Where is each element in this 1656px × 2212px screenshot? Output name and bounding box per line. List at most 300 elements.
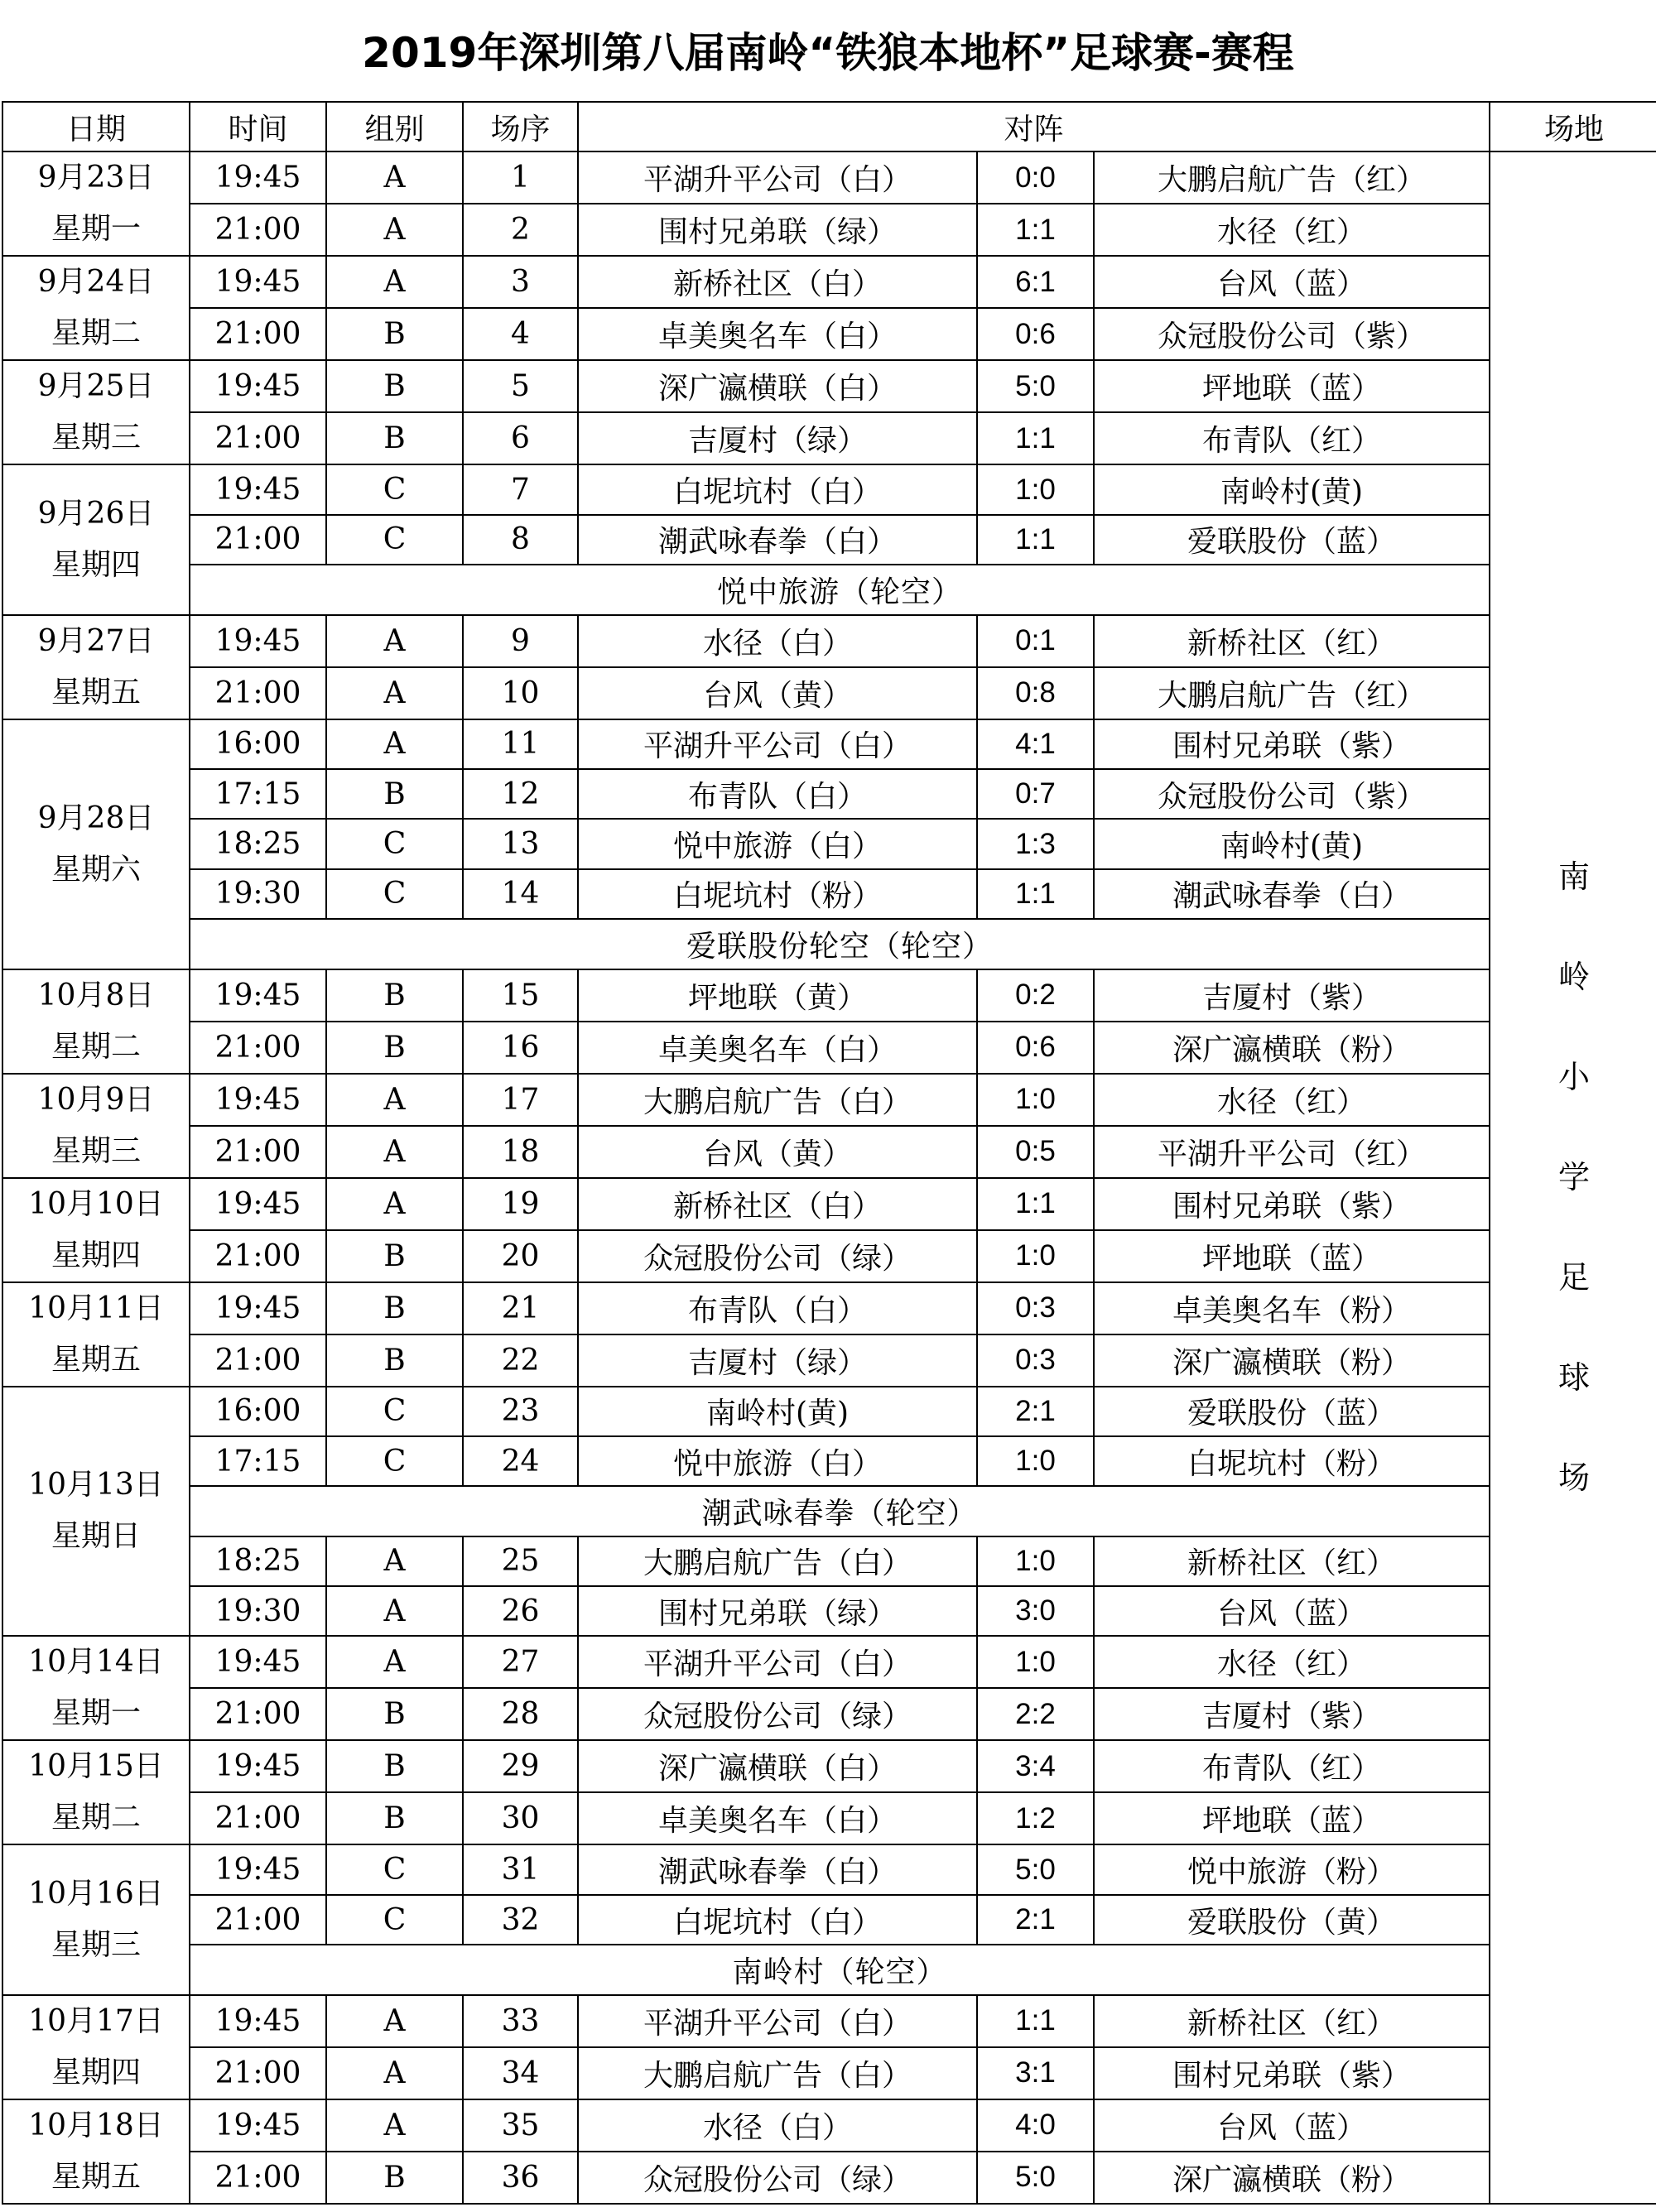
away-team: 众冠股份公司（紫）	[1094, 308, 1490, 360]
away-team: 悦中旅游（粉）	[1094, 1844, 1490, 1894]
match-number: 31	[463, 1844, 578, 1894]
date-cell	[2, 151, 190, 256]
home-team: 卓美奥名车（白）	[578, 1792, 977, 1844]
match-date: 9月28日	[37, 801, 155, 835]
match-row	[2, 1334, 1656, 1387]
group-label: B	[326, 1792, 463, 1844]
away-team: 南岭村(黄)	[1094, 464, 1490, 514]
home-team: 白坭坑村（白）	[578, 464, 977, 514]
match-date: 10月17日	[28, 2003, 164, 2038]
match-row	[2, 1636, 1656, 1688]
group-label: C	[326, 1895, 463, 1945]
match-score: 1:0	[977, 1074, 1094, 1126]
home-team: 卓美奥名车（白）	[578, 1022, 977, 1074]
match-number: 19	[463, 1178, 578, 1230]
match-number: 10	[463, 667, 578, 719]
match-number: 2	[463, 204, 578, 256]
match-score: 1:1	[977, 1178, 1094, 1230]
match-score: 2:1	[977, 1895, 1094, 1945]
match-score: 1:0	[977, 1636, 1094, 1688]
group-label: A	[326, 151, 463, 204]
bye-row	[2, 919, 1656, 969]
match-score: 3:0	[977, 1586, 1094, 1636]
home-team: 水径（白）	[578, 615, 977, 667]
match-number: 36	[463, 2152, 578, 2204]
home-team: 潮武咏春拳（白）	[578, 515, 977, 565]
away-team: 布青队（红）	[1094, 412, 1490, 464]
match-date: 10月9日	[37, 1082, 155, 1117]
away-team: 南岭村(黄)	[1094, 819, 1490, 868]
away-team: 大鹏启航广告（红）	[1094, 667, 1490, 719]
home-team: 众冠股份公司（绿）	[578, 2152, 977, 2204]
match-row	[2, 256, 1656, 308]
away-team: 大鹏启航广告（红）	[1094, 151, 1490, 204]
group-label: A	[326, 256, 463, 308]
match-score: 1:0	[977, 1230, 1094, 1282]
match-number: 32	[463, 1895, 578, 1945]
header-time: 时间	[190, 102, 326, 151]
match-score: 0:3	[977, 1282, 1094, 1334]
kickoff-time: 21:00	[190, 204, 326, 256]
home-team: 卓美奥名车（白）	[578, 308, 977, 360]
kickoff-time: 18:25	[190, 819, 326, 868]
match-weekday: 星期一	[51, 1696, 141, 1731]
header-venue: 场地	[1490, 102, 1656, 151]
home-team: 大鹏启航广告（白）	[578, 2047, 977, 2099]
away-team: 坪地联（蓝）	[1094, 1792, 1490, 1844]
match-number: 30	[463, 1792, 578, 1844]
group-label: B	[326, 969, 463, 1022]
match-row	[2, 1282, 1656, 1334]
home-team: 潮武咏春拳（白）	[578, 1844, 977, 1894]
match-score: 3:4	[977, 1740, 1094, 1792]
group-label: B	[326, 769, 463, 819]
home-team: 深广瀛横联（白）	[578, 360, 977, 412]
home-team: 台风（黄）	[578, 1126, 977, 1178]
match-weekday: 星期五	[51, 675, 141, 709]
header-date: 日期	[2, 102, 190, 151]
match-number: 22	[463, 1334, 578, 1387]
match-number: 34	[463, 2047, 578, 2099]
match-row	[2, 1126, 1656, 1178]
bye-row	[2, 565, 1656, 614]
group-label: C	[326, 1844, 463, 1894]
match-number: 23	[463, 1387, 578, 1436]
match-row	[2, 1792, 1656, 1844]
home-team: 大鹏启航广告（白）	[578, 1536, 977, 1586]
kickoff-time: 19:45	[190, 256, 326, 308]
date-cell	[2, 360, 190, 464]
home-team: 白坭坑村（粉）	[578, 869, 977, 919]
kickoff-time: 21:00	[190, 1022, 326, 1074]
away-team: 台风（蓝）	[1094, 1586, 1490, 1636]
kickoff-time: 21:00	[190, 1895, 326, 1945]
match-number: 4	[463, 308, 578, 360]
match-row	[2, 360, 1656, 412]
home-team: 吉厦村（绿）	[578, 412, 977, 464]
group-label: C	[326, 515, 463, 565]
date-cell	[2, 2099, 190, 2204]
kickoff-time: 18:25	[190, 1536, 326, 1586]
group-label: C	[326, 819, 463, 868]
home-team: 白坭坑村（白）	[578, 1895, 977, 1945]
match-score: 0:3	[977, 1334, 1094, 1387]
group-label: A	[326, 1178, 463, 1230]
match-row	[2, 1536, 1656, 1586]
match-number: 20	[463, 1230, 578, 1282]
date-cell	[2, 256, 190, 360]
match-number: 8	[463, 515, 578, 565]
kickoff-time: 21:00	[190, 1334, 326, 1387]
match-weekday: 星期二	[51, 1029, 141, 1064]
match-score: 1:1	[977, 204, 1094, 256]
kickoff-time: 19:45	[190, 464, 326, 514]
match-weekday: 星期四	[51, 2055, 141, 2089]
home-team: 水径（白）	[578, 2099, 977, 2152]
venue-char: 岭	[1557, 959, 1590, 996]
venue-char: 足	[1557, 1259, 1590, 1296]
bye-row	[2, 1945, 1656, 1994]
home-team: 围村兄弟联（绿）	[578, 1586, 977, 1636]
date-cell	[2, 1074, 190, 1178]
away-team: 爱联股份（蓝）	[1094, 1387, 1490, 1436]
match-number: 16	[463, 1022, 578, 1074]
group-label: B	[326, 1334, 463, 1387]
match-score: 1:0	[977, 1536, 1094, 1586]
away-team: 白坭坑村（粉）	[1094, 1436, 1490, 1486]
group-label: A	[326, 2047, 463, 2099]
kickoff-time: 21:00	[190, 2047, 326, 2099]
kickoff-time: 16:00	[190, 1387, 326, 1436]
kickoff-time: 21:00	[190, 1792, 326, 1844]
match-row	[2, 1022, 1656, 1074]
bye-team: 悦中旅游（轮空）	[190, 565, 1490, 614]
date-cell	[2, 464, 190, 614]
match-weekday: 星期日	[51, 1519, 141, 1554]
match-score: 1:1	[977, 412, 1094, 464]
group-label: A	[326, 1995, 463, 2047]
kickoff-time: 19:45	[190, 1636, 326, 1688]
match-number: 29	[463, 1740, 578, 1792]
match-weekday: 星期三	[51, 421, 141, 455]
group-label: B	[326, 1230, 463, 1282]
match-weekday: 星期五	[51, 1342, 141, 1377]
kickoff-time: 21:00	[190, 2152, 326, 2204]
match-score: 0:0	[977, 151, 1094, 204]
home-team: 新桥社区（白）	[578, 1178, 977, 1230]
match-date: 10月18日	[28, 2108, 164, 2142]
kickoff-time: 19:30	[190, 1586, 326, 1636]
match-row	[2, 819, 1656, 868]
match-weekday: 星期六	[51, 852, 141, 887]
venue-char: 球	[1557, 1359, 1590, 1397]
group-label: A	[326, 667, 463, 719]
away-team: 水径（红）	[1094, 1636, 1490, 1688]
away-team: 爱联股份（黄）	[1094, 1895, 1490, 1945]
home-team: 布青队（白）	[578, 1282, 977, 1334]
group-label: B	[326, 360, 463, 412]
match-score: 0:8	[977, 667, 1094, 719]
date-cell	[2, 1178, 190, 1282]
match-score: 0:2	[977, 969, 1094, 1022]
match-number: 21	[463, 1282, 578, 1334]
group-label: B	[326, 1022, 463, 1074]
away-team: 深广瀛横联（粉）	[1094, 2152, 1490, 2204]
match-date: 9月23日	[37, 161, 155, 195]
match-number: 11	[463, 719, 578, 769]
away-team: 坪地联（蓝）	[1094, 360, 1490, 412]
match-row	[2, 1586, 1656, 1636]
home-team: 悦中旅游（白）	[578, 819, 977, 868]
kickoff-time: 19:45	[190, 1740, 326, 1792]
match-date: 10月11日	[28, 1291, 164, 1325]
match-score: 4:0	[977, 2099, 1094, 2152]
match-row	[2, 969, 1656, 1022]
match-number: 24	[463, 1436, 578, 1486]
away-team: 众冠股份公司（紫）	[1094, 769, 1490, 819]
group-label: A	[326, 204, 463, 256]
match-row	[2, 769, 1656, 819]
kickoff-time: 19:45	[190, 615, 326, 667]
kickoff-time: 21:00	[190, 667, 326, 719]
match-date: 9月26日	[37, 496, 155, 531]
match-row	[2, 2152, 1656, 2204]
group-label: B	[326, 2152, 463, 2204]
match-number: 6	[463, 412, 578, 464]
group-label: A	[326, 2099, 463, 2152]
date-cell	[2, 1636, 190, 1740]
home-team: 新桥社区（白）	[578, 256, 977, 308]
match-number: 33	[463, 1995, 578, 2047]
match-score: 5:0	[977, 2152, 1094, 2204]
match-date: 10月10日	[28, 1186, 164, 1221]
kickoff-time: 19:45	[190, 151, 326, 204]
home-team: 台风（黄）	[578, 667, 977, 719]
group-label: A	[326, 1636, 463, 1688]
match-number: 18	[463, 1126, 578, 1178]
away-team: 新桥社区（红）	[1094, 1995, 1490, 2047]
date-cell	[2, 1844, 190, 1994]
match-weekday: 星期四	[51, 547, 141, 582]
group-label: A	[326, 719, 463, 769]
away-team: 潮武咏春拳（白）	[1094, 869, 1490, 919]
match-score: 2:2	[977, 1688, 1094, 1740]
home-team: 平湖升平公司（白）	[578, 1995, 977, 2047]
home-team: 平湖升平公司（白）	[578, 1636, 977, 1688]
match-score: 0:5	[977, 1126, 1094, 1178]
date-cell	[2, 969, 190, 1074]
kickoff-time: 16:00	[190, 719, 326, 769]
away-team: 深广瀛横联（粉）	[1094, 1022, 1490, 1074]
match-row	[2, 1740, 1656, 1792]
match-row	[2, 1844, 1656, 1894]
venue-char: 学	[1557, 1159, 1590, 1196]
away-team: 吉厦村（紫）	[1094, 969, 1490, 1022]
group-label: A	[326, 1126, 463, 1178]
home-team: 悦中旅游（白）	[578, 1436, 977, 1486]
away-team: 深广瀛横联（粉）	[1094, 1334, 1490, 1387]
match-date: 10月14日	[28, 1645, 164, 1680]
page-title: 2019年深圳第八届南岭“铁狼本地杯”足球赛-赛程	[362, 29, 1294, 77]
venue-char: 小	[1557, 1059, 1590, 1096]
match-number: 5	[463, 360, 578, 412]
match-weekday: 星期三	[51, 1133, 141, 1168]
venue-char: 南	[1557, 858, 1590, 896]
date-cell	[2, 615, 190, 719]
away-team: 吉厦村（紫）	[1094, 1688, 1490, 1740]
group-label: A	[326, 1586, 463, 1636]
home-team: 吉厦村（绿）	[578, 1334, 977, 1387]
group-label: B	[326, 308, 463, 360]
match-date: 10月8日	[37, 978, 155, 1012]
away-team: 坪地联（蓝）	[1094, 1230, 1490, 1282]
bye-row	[2, 1486, 1656, 1536]
group-label: A	[326, 1074, 463, 1126]
match-date: 10月13日	[28, 1468, 164, 1503]
kickoff-time: 21:00	[190, 1126, 326, 1178]
away-team: 台风（蓝）	[1094, 2099, 1490, 2152]
match-score: 0:6	[977, 308, 1094, 360]
match-number: 1	[463, 151, 578, 204]
venue-char: 场	[1557, 1459, 1590, 1497]
kickoff-time: 21:00	[190, 308, 326, 360]
match-weekday: 星期二	[51, 316, 141, 351]
match-row	[2, 1436, 1656, 1486]
kickoff-time: 19:30	[190, 869, 326, 919]
match-row	[2, 1230, 1656, 1282]
match-weekday: 星期二	[51, 1801, 141, 1835]
match-row	[2, 667, 1656, 719]
match-row	[2, 515, 1656, 565]
match-number: 26	[463, 1586, 578, 1636]
home-team: 布青队（白）	[578, 769, 977, 819]
match-row	[2, 2047, 1656, 2099]
match-number: 15	[463, 969, 578, 1022]
venue-cell	[1490, 151, 1656, 2203]
match-number: 35	[463, 2099, 578, 2152]
home-team: 南岭村(黄)	[578, 1387, 977, 1436]
away-team: 水径（红）	[1094, 204, 1490, 256]
away-team: 围村兄弟联（紫）	[1094, 2047, 1490, 2099]
match-row	[2, 1387, 1656, 1436]
match-score: 1:1	[977, 1995, 1094, 2047]
match-row	[2, 308, 1656, 360]
away-team: 围村兄弟联（紫）	[1094, 719, 1490, 769]
home-team: 平湖升平公司（白）	[578, 719, 977, 769]
away-team: 卓美奥名车（粉）	[1094, 1282, 1490, 1334]
away-team: 水径（红）	[1094, 1074, 1490, 1126]
away-team: 围村兄弟联（紫）	[1094, 1178, 1490, 1230]
match-number: 7	[463, 464, 578, 514]
away-team: 布青队（红）	[1094, 1740, 1490, 1792]
home-team: 大鹏启航广告（白）	[578, 1074, 977, 1126]
match-score: 6:1	[977, 256, 1094, 308]
kickoff-time: 19:45	[190, 360, 326, 412]
match-row	[2, 1895, 1656, 1945]
home-team: 平湖升平公司（白）	[578, 151, 977, 204]
match-row	[2, 464, 1656, 514]
match-row	[2, 869, 1656, 919]
match-score: 0:7	[977, 769, 1094, 819]
match-score: 5:0	[977, 1844, 1094, 1894]
match-score: 1:2	[977, 1792, 1094, 1844]
header-match: 对阵	[578, 102, 1490, 151]
match-row	[2, 1995, 1656, 2047]
bye-team: 潮武咏春拳（轮空）	[190, 1486, 1490, 1536]
match-number: 9	[463, 615, 578, 667]
schedule-body	[2, 151, 1656, 2203]
header-group: 组别	[326, 102, 463, 151]
group-label: B	[326, 412, 463, 464]
away-team: 台风（蓝）	[1094, 256, 1490, 308]
match-score: 0:6	[977, 1022, 1094, 1074]
away-team: 爱联股份（蓝）	[1094, 515, 1490, 565]
date-cell	[2, 1740, 190, 1844]
header-row	[2, 102, 1656, 151]
home-team: 众冠股份公司（绿）	[578, 1230, 977, 1282]
match-weekday: 星期五	[51, 2159, 141, 2194]
away-team: 平湖升平公司（红）	[1094, 1126, 1490, 1178]
match-weekday: 星期四	[51, 1238, 141, 1272]
match-row	[2, 151, 1656, 204]
schedule-table	[2, 101, 1656, 2205]
match-number: 27	[463, 1636, 578, 1688]
match-row	[2, 615, 1656, 667]
match-score: 1:0	[977, 1436, 1094, 1486]
kickoff-time: 21:00	[190, 412, 326, 464]
match-row	[2, 1178, 1656, 1230]
match-score: 3:1	[977, 2047, 1094, 2099]
group-label: A	[326, 1536, 463, 1586]
match-row	[2, 412, 1656, 464]
kickoff-time: 17:15	[190, 769, 326, 819]
date-cell	[2, 1995, 190, 2099]
home-team: 深广瀛横联（白）	[578, 1740, 977, 1792]
kickoff-time: 19:45	[190, 1178, 326, 1230]
group-label: B	[326, 1740, 463, 1792]
match-date: 9月24日	[37, 265, 155, 300]
away-team: 新桥社区（红）	[1094, 615, 1490, 667]
match-score: 1:3	[977, 819, 1094, 868]
match-score: 2:1	[977, 1387, 1094, 1436]
date-cell	[2, 1282, 190, 1387]
kickoff-time: 19:45	[190, 2099, 326, 2152]
match-number: 3	[463, 256, 578, 308]
match-score: 0:1	[977, 615, 1094, 667]
match-date: 10月15日	[28, 1749, 164, 1784]
kickoff-time: 19:45	[190, 1282, 326, 1334]
header-order: 场序	[463, 102, 578, 151]
kickoff-time: 21:00	[190, 1688, 326, 1740]
match-date: 10月16日	[28, 1877, 164, 1911]
match-number: 13	[463, 819, 578, 868]
home-team: 众冠股份公司（绿）	[578, 1688, 977, 1740]
match-weekday: 星期三	[51, 1928, 141, 1963]
match-score: 1:1	[977, 515, 1094, 565]
group-label: C	[326, 1387, 463, 1436]
group-label: B	[326, 1688, 463, 1740]
date-cell	[2, 1387, 190, 1637]
kickoff-time: 21:00	[190, 1230, 326, 1282]
match-row	[2, 2099, 1656, 2152]
group-label: C	[326, 1436, 463, 1486]
match-weekday: 星期一	[51, 212, 141, 247]
match-row	[2, 1688, 1656, 1740]
match-date: 9月25日	[37, 369, 155, 404]
match-score: 5:0	[977, 360, 1094, 412]
group-label: B	[326, 1282, 463, 1334]
home-team: 坪地联（黄）	[578, 969, 977, 1022]
